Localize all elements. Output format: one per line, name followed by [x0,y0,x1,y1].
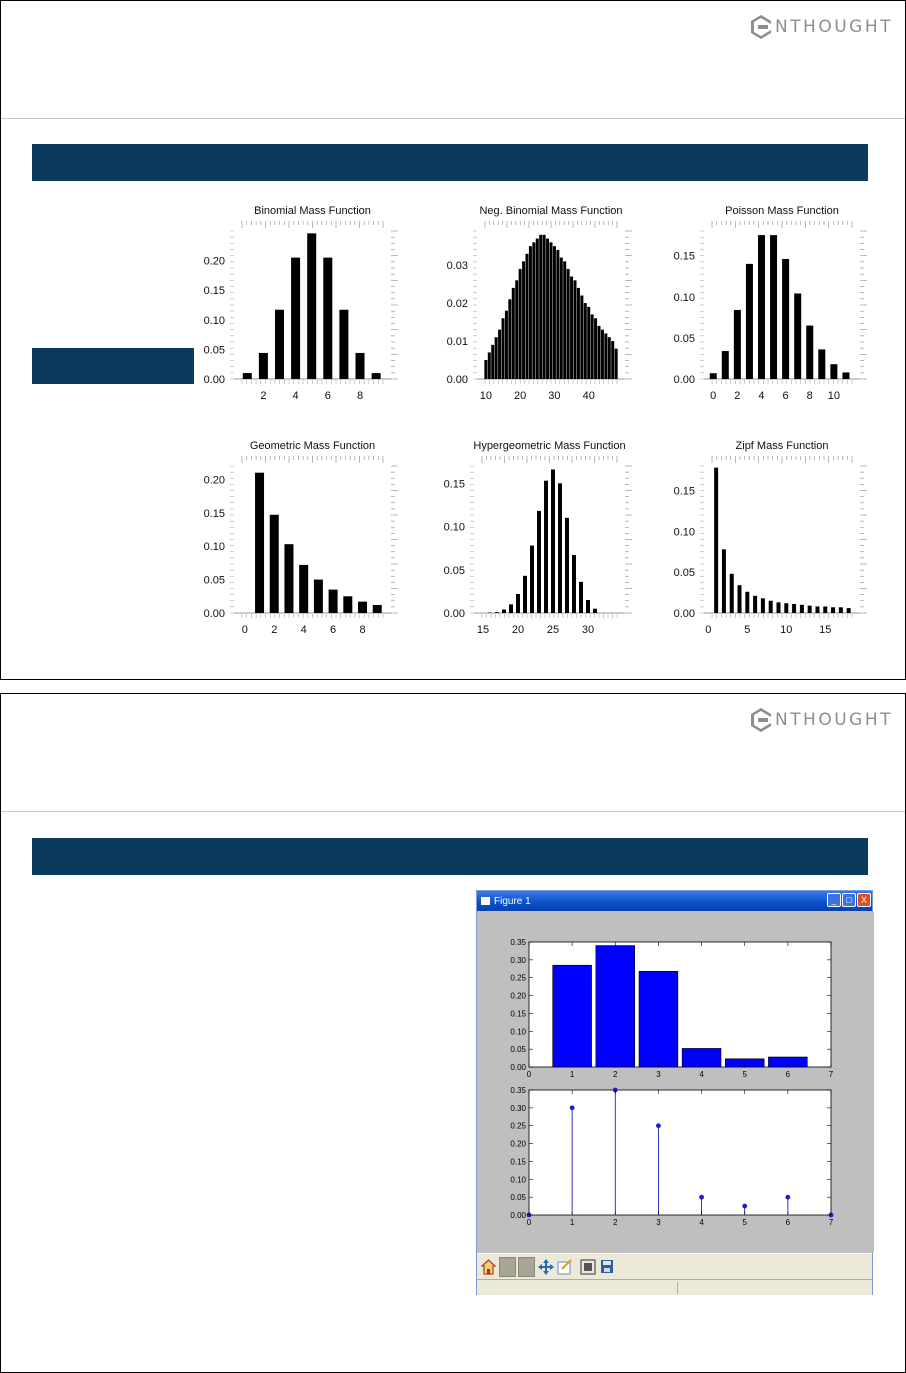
bar [792,604,796,613]
bar [243,373,252,379]
bar [594,318,597,379]
bar [551,469,555,613]
forward-button[interactable] [518,1257,535,1277]
x-tick-label: 8 [806,390,813,402]
x-tick-label: 5 [744,624,751,636]
y-tick-label: 0.20 [203,255,225,268]
bar [823,606,827,613]
x-tick-label: 4 [300,624,307,636]
bar [484,360,487,379]
bar [596,946,635,1067]
bar [769,601,773,613]
y-tick-label: 0.25 [510,973,526,983]
bar [580,296,583,379]
chart-title: Hypergeometric Mass Function [473,440,626,452]
figure-window[interactable] [476,890,873,1295]
x-tick-label: 20 [511,624,525,636]
bar [373,605,382,613]
bar [314,580,323,613]
x-tick-label: 6 [782,390,789,402]
bar [572,555,576,613]
window-title: Figure 1 [494,895,531,907]
x-tick-label: 10 [780,624,793,636]
bar [567,269,570,379]
back-button[interactable] [499,1257,516,1277]
bar [530,546,534,613]
x-tick-label: 1 [569,1218,575,1227]
distribution-charts [1,1,906,681]
bar [498,330,501,379]
y-tick-label: 0.02 [446,298,468,311]
bar [782,259,789,379]
y-tick-label: 0.05 [510,1193,526,1203]
bar [275,310,284,379]
x-tick-label: 10 [479,390,492,402]
y-tick-label: 0.05 [673,567,695,580]
bar [495,612,499,613]
y-tick-label: 0.00 [446,374,468,386]
x-tick-label: 3 [656,1070,661,1079]
bar [800,605,804,613]
bar [584,303,587,379]
bar [502,610,506,613]
bar [299,565,308,613]
y-tick-label: 0.10 [203,541,225,554]
y-tick-label: 0.20 [510,991,526,1001]
bar [574,280,577,379]
y-tick-label: 0.15 [443,478,465,491]
bar [830,364,837,379]
bar [543,235,546,379]
bar [615,349,618,379]
bar [586,600,590,613]
bar [738,585,742,613]
x-tick-label: 10 [827,390,840,402]
y-tick-label: 0.01 [446,336,468,349]
y-tick-label: 0.10 [443,521,465,534]
bar [291,258,300,379]
y-tick-label: 0.15 [510,1009,526,1019]
subplots-button[interactable] [579,1257,596,1277]
bar [516,594,520,613]
bar [523,576,527,613]
bar [284,544,293,613]
bar [356,353,365,379]
bar [758,235,765,379]
bar [532,242,535,379]
status-bar [477,1279,872,1295]
x-tick-label: 0 [526,1070,532,1079]
x-tick-label: 8 [359,624,366,636]
x-tick-label: 3 [656,1218,661,1227]
bar [722,549,726,613]
y-tick-label: 0.20 [510,1139,526,1149]
x-tick-label: 30 [581,624,595,636]
bar [579,582,583,613]
bar [508,299,511,379]
figure-canvas [477,912,874,1252]
bar [710,373,717,379]
bar [502,318,505,379]
bar [259,353,268,379]
save-button[interactable] [598,1257,615,1277]
y-tick-label: 0.03 [446,260,468,273]
bar [509,604,513,613]
bar [307,233,316,379]
bar [818,349,825,379]
x-tick-label: 30 [548,390,561,402]
bar [608,337,611,379]
bar [505,311,508,379]
bar [491,345,494,379]
bar [343,596,352,613]
stem-marker [785,1195,790,1200]
close-button[interactable]: X [857,893,871,907]
y-tick-label: 0.05 [203,574,225,587]
bar [515,280,518,379]
chart-1 [204,205,398,402]
enthought-logo-icon [749,707,773,733]
zoom-rect-icon [557,1259,573,1275]
pan-arrows-icon [538,1259,554,1275]
bar [339,310,348,379]
y-tick-label: 0.05 [673,332,695,345]
bar [806,326,813,379]
x-tick-label: 7 [828,1218,834,1227]
y-tick-label: 0.00 [510,1063,526,1072]
chart-2 [447,205,632,402]
x-tick-label: 2 [260,390,267,402]
y-tick-label: 0.30 [510,955,526,965]
minimize-button[interactable]: _ [827,893,841,907]
x-tick-label: 7 [828,1070,834,1079]
bar [808,606,812,613]
bar [550,242,553,379]
x-tick-label: 0 [705,624,712,636]
x-tick-label: 0 [710,390,717,402]
x-tick-label: 8 [356,390,364,402]
bar [565,518,569,613]
enthought-logo [749,707,893,733]
zoom-button[interactable] [556,1257,573,1277]
bar [560,258,563,379]
bar [495,337,498,379]
bar [776,602,780,613]
bar [598,326,601,379]
x-tick-label: 6 [785,1070,791,1079]
bar [488,352,491,379]
x-tick-label: 0 [241,624,248,636]
bar [522,261,525,379]
bar [553,246,556,379]
chart-5 [444,440,632,636]
home-button[interactable] [480,1257,497,1277]
bar [601,330,604,379]
x-tick-label: 2 [271,624,278,636]
bar [537,511,541,613]
bar [558,483,562,613]
chart-title: Binomial Mass Function [254,205,371,217]
maximize-button[interactable]: □ [842,893,856,907]
bar [536,239,539,379]
stem-marker [699,1195,704,1200]
x-tick-label: 2 [734,390,741,402]
x-tick-label: 5 [742,1070,747,1079]
bar-subplot [510,938,833,1079]
y-tick-label: 0.35 [510,1086,526,1095]
y-tick-label: 0.00 [510,1211,526,1220]
y-tick-label: 0.15 [510,1157,526,1167]
bar [519,269,522,379]
bar [570,277,573,379]
subplots-icon [580,1259,596,1275]
x-tick-label: 6 [330,624,337,636]
chart-4 [204,440,398,636]
bar [639,971,678,1067]
x-tick-label: 4 [699,1218,704,1227]
bar [714,468,718,613]
y-tick-label: 0.20 [203,474,225,487]
y-tick-label: 0.30 [510,1103,526,1113]
slide-one [0,0,906,680]
x-tick-label: 15 [476,624,490,636]
bar [842,372,849,379]
bar [539,235,542,379]
x-tick-label: 1 [569,1070,575,1079]
stem-marker [656,1123,661,1128]
home-icon [481,1259,496,1275]
bar [553,965,592,1067]
bar [255,473,264,613]
bar [577,288,580,379]
bar [839,607,843,613]
y-tick-label: 0.00 [443,608,465,620]
logo-text: NTHOUGHT [774,17,893,37]
window-icon [481,897,490,905]
bar [529,246,532,379]
x-tick-label: 2 [613,1070,618,1079]
x-tick-label: 4 [758,390,765,402]
bar [512,288,515,379]
bar [831,607,835,613]
x-tick-label: 6 [324,390,331,402]
bar [745,592,749,613]
x-tick-label: 15 [819,624,832,636]
chart-title: Geometric Mass Function [249,440,376,452]
bar [604,333,607,379]
logo-text: NTHOUGHT [774,710,893,730]
x-tick-label: 25 [546,624,560,636]
y-tick-label: 0.05 [203,344,225,357]
title-bar [32,838,868,875]
y-tick-label: 0.15 [673,250,695,263]
bar [544,481,548,613]
chart-title: Zipf Mass Function [735,440,829,452]
stem-subplot [510,1086,833,1227]
bar [563,261,566,379]
y-tick-label: 0.15 [203,285,225,298]
bar [593,609,597,613]
chart-title: Poisson Mass Function [725,205,839,217]
x-tick-label: 0 [526,1218,532,1227]
x-tick-label: 40 [582,390,595,402]
y-tick-label: 0.25 [510,1121,526,1131]
bar [546,239,549,379]
bar [734,310,741,379]
chart-6 [674,440,867,636]
pan-button[interactable] [537,1257,554,1277]
y-tick-label: 0.05 [443,564,465,577]
bar [761,598,765,613]
bar [753,596,757,613]
bar [372,373,381,379]
bar [722,351,729,379]
y-tick-label: 0.15 [203,507,225,520]
y-tick-label: 0.00 [203,374,225,386]
window-titlebar[interactable] [477,891,872,911]
x-tick-label: 2 [613,1218,618,1227]
bar [587,307,590,379]
stem-marker [570,1105,575,1110]
bar [526,254,529,379]
y-tick-label: 0.15 [673,485,695,498]
chart-title: Neg. Binomial Mass Function [479,205,623,217]
bar [794,293,801,379]
x-tick-label: 20 [514,390,527,402]
bar [323,258,332,379]
chart-3 [674,205,867,402]
bar [847,608,851,613]
bar [358,602,367,613]
bar [746,264,753,379]
x-tick-label: 5 [742,1218,747,1227]
y-tick-label: 0.10 [510,1027,526,1037]
bar [611,341,614,379]
y-tick-label: 0.00 [673,374,695,386]
figure-toolbar [477,1253,872,1279]
stem-marker [742,1204,747,1209]
y-tick-label: 0.10 [510,1175,526,1185]
bar [270,515,279,613]
y-tick-label: 0.10 [673,526,695,539]
bar [784,603,788,613]
x-tick-label: 4 [699,1070,704,1079]
save-disk-icon [600,1259,614,1274]
bar [591,314,594,379]
bar [815,606,819,613]
y-tick-label: 0.35 [510,938,526,947]
bar [730,574,734,613]
y-tick-label: 0.00 [203,608,225,620]
x-tick-label: 4 [292,390,299,402]
y-tick-label: 0.05 [510,1045,526,1055]
bar [770,235,777,379]
slide-two [0,693,906,1373]
y-tick-label: 0.00 [673,608,695,620]
y-tick-label: 0.10 [203,314,225,327]
x-tick-label: 6 [785,1218,791,1227]
y-tick-label: 0.10 [673,291,695,304]
bar [329,590,338,613]
bar [556,250,559,379]
